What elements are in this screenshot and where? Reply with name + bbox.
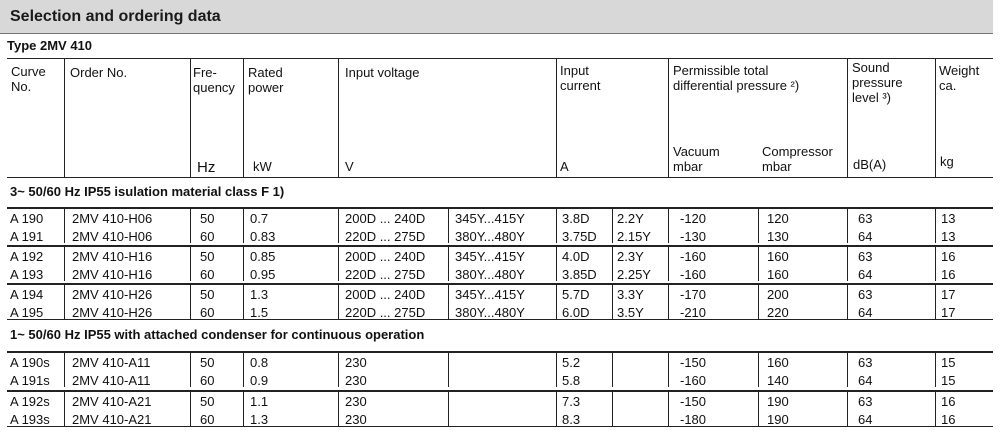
table-cell: 50 xyxy=(200,394,215,409)
header-pressure: Permissible total differential pressure ²) xyxy=(673,63,800,93)
order-number: 2MV 410-H16 xyxy=(72,249,153,264)
column-divider xyxy=(243,207,244,243)
table-cell: 160 xyxy=(767,355,789,370)
column-divider xyxy=(64,58,65,177)
table-cell: 345Y...415Y xyxy=(455,211,525,226)
table-cell: 13 xyxy=(941,228,956,244)
row-divider xyxy=(7,177,993,178)
table-cell: 17 xyxy=(941,304,956,320)
table-cell: -130 xyxy=(680,228,707,244)
column-divider xyxy=(758,390,759,426)
header-frequency: Fre- quency xyxy=(193,65,235,95)
table-cell: 1.3 xyxy=(250,287,269,302)
table-cell: 130 xyxy=(767,228,789,244)
column-divider xyxy=(190,245,191,281)
unit-frequency: Hz xyxy=(197,159,216,176)
table-cell: 60 xyxy=(200,411,215,427)
table-cell: 60 xyxy=(200,304,215,320)
table-cell: 16 xyxy=(941,411,956,427)
section-header xyxy=(0,0,993,34)
column-divider xyxy=(243,58,244,177)
table-cell: 200D ... 240D xyxy=(345,211,426,226)
column-divider xyxy=(190,283,191,319)
column-divider xyxy=(612,351,613,387)
column-divider xyxy=(338,207,339,243)
page-title: Selection and ordering data xyxy=(10,8,221,25)
curve-number: A 191s xyxy=(10,372,50,388)
table-cell: 16 xyxy=(941,266,956,282)
order-number: 2MV 410-H06 xyxy=(72,211,153,226)
column-divider xyxy=(243,390,244,426)
header-current: Input current xyxy=(560,63,601,93)
table-cell: 50 xyxy=(200,249,215,264)
column-divider xyxy=(935,245,936,281)
column-divider xyxy=(847,351,848,387)
table-cell: 15 xyxy=(941,372,956,388)
table-cell: 6.0D xyxy=(562,304,590,320)
table-cell: 140 xyxy=(767,372,789,388)
curve-number: A 192s xyxy=(10,394,50,409)
table-cell: -150 xyxy=(680,355,707,370)
table-cell: 15 xyxy=(941,355,956,370)
table-cell: 190 xyxy=(767,394,789,409)
order-number: 2MV 410-A11 xyxy=(72,355,151,370)
table-cell: 190 xyxy=(767,411,789,427)
order-number: 2MV 410-H16 xyxy=(72,266,153,282)
table-cell: 2.2Y xyxy=(617,211,644,226)
column-divider xyxy=(243,351,244,387)
column-divider xyxy=(847,245,848,281)
column-divider xyxy=(448,207,449,243)
table-cell: 0.7 xyxy=(250,211,269,226)
table-cell: -180 xyxy=(680,411,707,427)
row-divider xyxy=(7,58,993,59)
column-divider xyxy=(758,245,759,281)
column-divider xyxy=(243,245,244,281)
column-divider xyxy=(64,283,65,319)
table-cell: 200D ... 240D xyxy=(345,249,426,264)
unit-sound: dB(A) xyxy=(853,157,887,172)
column-divider xyxy=(556,245,557,281)
table-cell: 64 xyxy=(858,228,873,244)
table-cell: 220D ... 275D xyxy=(345,266,426,282)
table-cell: 8.3 xyxy=(562,411,581,427)
column-divider xyxy=(758,207,759,243)
table-cell: 5.8 xyxy=(562,372,581,388)
table-cell: 220 xyxy=(767,304,789,320)
column-divider xyxy=(612,245,613,281)
table-cell: 380Y...480Y xyxy=(455,266,525,282)
row-divider xyxy=(7,207,993,209)
column-divider xyxy=(448,245,449,281)
table-cell: 0.85 xyxy=(250,249,276,264)
table-cell: 17 xyxy=(941,287,956,302)
column-divider xyxy=(847,390,848,426)
type-label: Type 2MV 410 xyxy=(7,38,93,53)
column-divider xyxy=(847,207,848,243)
table-cell: 220D ... 275D xyxy=(345,304,426,320)
curve-number: A 190s xyxy=(10,355,50,370)
header-voltage: Input voltage xyxy=(345,65,420,80)
table-cell: 230 xyxy=(345,411,367,427)
table-cell: -170 xyxy=(680,287,707,302)
column-divider xyxy=(935,283,936,319)
header-order: Order No. xyxy=(70,65,128,80)
column-divider xyxy=(190,58,191,177)
table-cell: 3.85D xyxy=(562,266,597,282)
section-title: 3~ 50/60 Hz IP55 isulation material class F 1) xyxy=(10,184,285,199)
table-cell: 63 xyxy=(858,355,873,370)
column-divider xyxy=(338,283,339,319)
table-cell: 0.8 xyxy=(250,355,269,370)
column-divider xyxy=(668,207,669,243)
table-cell: 0.83 xyxy=(250,228,276,244)
column-divider xyxy=(668,245,669,281)
table-cell: 60 xyxy=(200,372,215,388)
table-cell: -150 xyxy=(680,394,707,409)
column-divider xyxy=(556,390,557,426)
row-divider xyxy=(7,426,993,427)
column-divider xyxy=(243,283,244,319)
column-divider xyxy=(668,58,669,177)
table-cell: 345Y...415Y xyxy=(455,249,525,264)
table-cell: 7.3 xyxy=(562,394,581,409)
table-cell: 63 xyxy=(858,287,873,302)
order-number: 2MV 410-H06 xyxy=(72,228,153,244)
header-sound: Sound pressure level ³) xyxy=(852,60,903,105)
column-divider xyxy=(64,390,65,426)
column-divider xyxy=(338,58,339,177)
column-divider xyxy=(448,390,449,426)
curve-number: A 194 xyxy=(10,287,44,302)
table-cell: 160 xyxy=(767,249,789,264)
column-divider xyxy=(668,351,669,387)
header-vacuum: Vacuum mbar xyxy=(673,144,720,174)
column-divider xyxy=(448,283,449,319)
curve-number: A 193 xyxy=(10,266,44,282)
table-cell: 64 xyxy=(858,411,873,427)
table-cell: 0.9 xyxy=(250,372,269,388)
table-cell: 2.25Y xyxy=(617,266,651,282)
table-cell: 230 xyxy=(345,355,367,370)
table-cell: 5.2 xyxy=(562,355,581,370)
table-cell: 230 xyxy=(345,372,367,388)
table-cell: 380Y...480Y xyxy=(455,228,525,244)
column-divider xyxy=(935,58,936,177)
column-divider xyxy=(338,245,339,281)
column-divider xyxy=(612,207,613,243)
column-divider xyxy=(612,390,613,426)
table-cell: 16 xyxy=(941,249,956,264)
column-divider xyxy=(190,390,191,426)
curve-number: A 191 xyxy=(10,228,44,244)
column-divider xyxy=(338,351,339,387)
table-cell: 64 xyxy=(858,266,873,282)
table-cell: -160 xyxy=(680,266,707,282)
table-cell: 63 xyxy=(858,394,873,409)
column-divider xyxy=(190,207,191,243)
order-number: 2MV 410-A21 xyxy=(72,394,152,409)
table-cell: 120 xyxy=(767,211,789,226)
section-title: 1~ 50/60 Hz IP55 with attached condenser for continuous operation xyxy=(10,327,425,342)
table-cell: -160 xyxy=(680,249,707,264)
column-divider xyxy=(556,58,557,177)
table-cell: 220D ... 275D xyxy=(345,228,426,244)
table-cell: 13 xyxy=(941,211,956,226)
table-cell: 345Y...415Y xyxy=(455,287,525,302)
table-cell: 1.1 xyxy=(250,394,269,409)
table-cell: -210 xyxy=(680,304,707,320)
row-divider xyxy=(7,319,993,320)
table-cell: 50 xyxy=(200,211,215,226)
table-cell: 60 xyxy=(200,266,215,282)
column-divider xyxy=(556,283,557,319)
curve-number: A 192 xyxy=(10,249,44,264)
table-cell: 60 xyxy=(200,228,215,244)
curve-number: A 190 xyxy=(10,211,44,226)
column-divider xyxy=(64,351,65,387)
column-divider xyxy=(668,283,669,319)
column-divider xyxy=(64,245,65,281)
header-curve: Curve No. xyxy=(11,64,46,94)
table-cell: 3.75D xyxy=(562,228,597,244)
column-divider xyxy=(668,390,669,426)
column-divider xyxy=(556,351,557,387)
table-cell: 380Y...480Y xyxy=(455,304,525,320)
table-cell: 4.0D xyxy=(562,249,590,264)
table-cell: 64 xyxy=(858,304,873,320)
row-divider xyxy=(7,390,993,392)
table-cell: 1.3 xyxy=(250,411,269,427)
order-number: 2MV 410-H26 xyxy=(72,287,153,302)
table-cell: 1.5 xyxy=(250,304,269,320)
table-cell: 64 xyxy=(858,372,873,388)
column-divider xyxy=(935,351,936,387)
table-cell: 50 xyxy=(200,287,215,302)
header-power: Rated power xyxy=(248,65,284,95)
table-cell: 2.15Y xyxy=(617,228,651,244)
table-cell: 0.95 xyxy=(250,266,276,282)
table-cell: 230 xyxy=(345,394,367,409)
column-divider xyxy=(758,351,759,387)
table-cell: 63 xyxy=(858,249,873,264)
column-divider xyxy=(758,283,759,319)
column-divider xyxy=(556,207,557,243)
table-cell: -120 xyxy=(680,211,707,226)
table-cell: 160 xyxy=(767,266,789,282)
column-divider xyxy=(338,390,339,426)
unit-current: A xyxy=(560,159,569,174)
header-weight: Weight ca. xyxy=(939,63,980,93)
table-cell: 3.3Y xyxy=(617,287,644,302)
table-cell: 5.7D xyxy=(562,287,590,302)
table-cell: 200 xyxy=(767,287,789,302)
unit-power: kW xyxy=(253,159,272,174)
unit-voltage: V xyxy=(345,159,354,174)
row-divider xyxy=(7,283,993,285)
column-divider xyxy=(448,351,449,387)
table-cell: 63 xyxy=(858,211,873,226)
curve-number: A 195 xyxy=(10,304,44,320)
table-cell: 2.3Y xyxy=(617,249,644,264)
column-divider xyxy=(612,283,613,319)
order-number: 2MV 410-H26 xyxy=(72,304,153,320)
table-cell: -160 xyxy=(680,372,707,388)
table-cell: 3.5Y xyxy=(617,304,644,320)
column-divider xyxy=(935,390,936,426)
row-divider xyxy=(7,351,993,353)
curve-number: A 193s xyxy=(10,411,50,427)
unit-weight: kg xyxy=(940,154,954,169)
column-divider xyxy=(847,58,848,177)
order-number: 2MV 410-A21 xyxy=(72,411,152,427)
column-divider xyxy=(935,207,936,243)
table-cell: 3.8D xyxy=(562,211,590,226)
header-compressor: Compressor mbar xyxy=(762,144,833,174)
table-cell: 200D ... 240D xyxy=(345,287,426,302)
row-divider xyxy=(7,245,993,247)
column-divider xyxy=(64,207,65,243)
table-cell: 16 xyxy=(941,394,956,409)
order-number: 2MV 410-A11 xyxy=(72,372,151,388)
table-cell: 50 xyxy=(200,355,215,370)
column-divider xyxy=(847,283,848,319)
column-divider xyxy=(190,351,191,387)
